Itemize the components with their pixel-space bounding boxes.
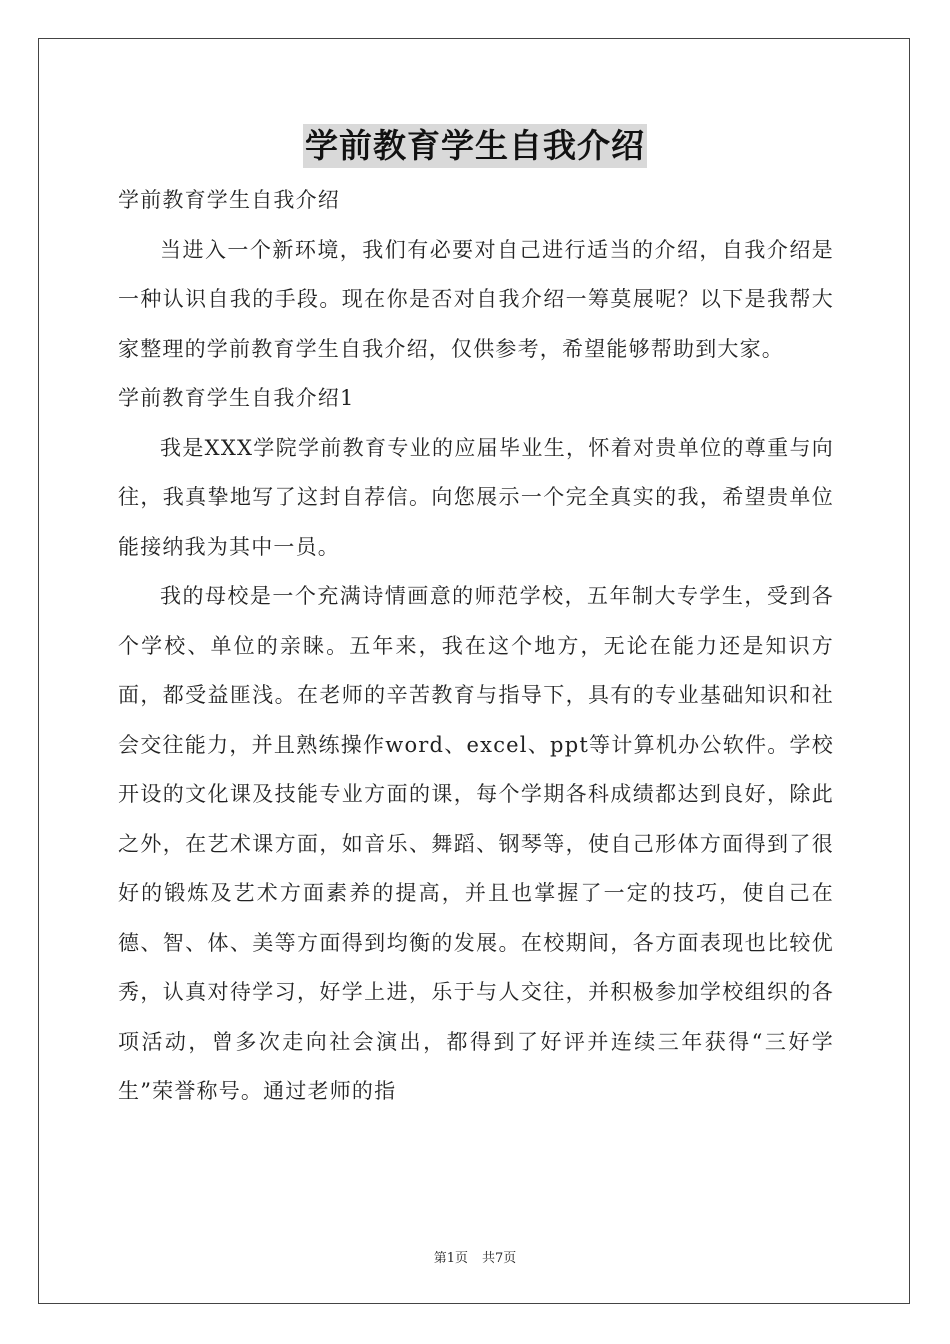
page-number: 第1页: [433, 1251, 468, 1266]
paragraph-subtitle: 学前教育学生自我介绍: [118, 188, 340, 212]
page-total: 共7页: [482, 1251, 517, 1266]
paragraph-intro: 当进入一个新环境，我们有必要对自己进行适当的介绍，自我介绍是一种认识自我的手段。现在你是否对自我介绍一筹莫展呢？以下是我帮大家整理的学前教育学生自我介绍，仅供参考，希望能够帮助到大家。: [118, 237, 834, 361]
document-title: 学前教育学生自我介绍: [303, 124, 647, 168]
page-footer: [0, 1247, 950, 1266]
paragraph-body: 我的母校是一个充满诗情画意的师范学校，五年制大专学生，受到各个学校、单位的亲睐。五年来，我在这个地方，无论在能力还是知识方面，都受益匪浅。在老师的辛苦教育与指导下，具有的专业基础知识和社会交往能力，并且熟练操作word、excel、ppt等计算机办公软件。学校开设的文化课及技能专业方面的课，每个学期各科成绩都达到良好，除此之外，在艺术课方面，如音乐、舞蹈、钢琴等，使自己形体方面得到了很好的锻炼及艺术方面素养的提高，并且也掌握了一定的技巧，使自己在德、智、体、美等方面得到均衡的发展。在校期间，各方面表现也比较优秀，认真对待学习，好学上进，乐于与人交往，并积极参加学校组织的各项活动，曾多次走向社会演出，都得到了好评并连续三年获得“三好学生”荣誉称号。通过老师的指: [118, 584, 834, 1103]
paragraph-body: 我是XXX学院学前教育专业的应届毕业生，怀着对贵单位的尊重与向往，我真挚地写了这封自荐信。向您展示一个完全真实的我，希望贵单位能接纳我为其中一员。: [118, 435, 834, 559]
title-wrap: [0, 124, 950, 168]
section-heading: 学前教育学生自我介绍1: [118, 386, 355, 410]
document-body: [118, 176, 834, 1117]
